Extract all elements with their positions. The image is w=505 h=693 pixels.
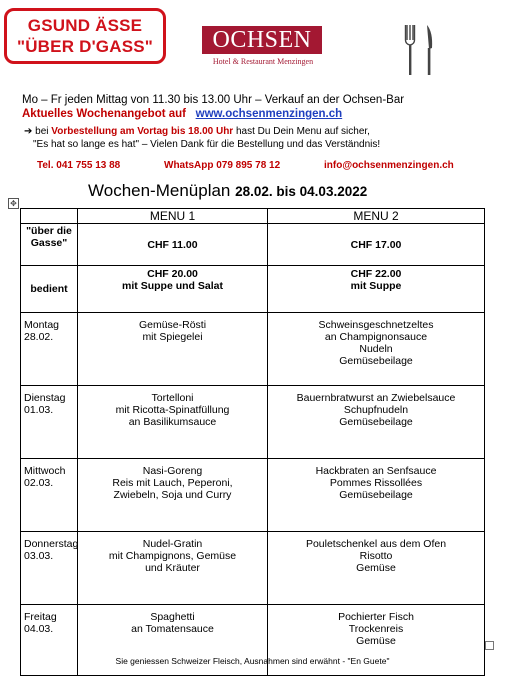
- menu-plan-title: Wochen-Menüplan 28.02. bis 04.03.2022: [88, 181, 368, 200]
- day-cell: [21, 386, 78, 459]
- arrow-right-icon: ➔: [24, 126, 33, 137]
- resize-handle[interactable]: [485, 641, 494, 650]
- phone-number: Tel. 041 755 13 88: [37, 160, 121, 171]
- menu-plan-dates: 28.02. bis 04.03.2022: [235, 184, 368, 199]
- served-price-menu-2: CHF 22.00 mit Suppe: [268, 266, 485, 313]
- dish-line: Trockenreis: [348, 623, 404, 635]
- ochsen-logo: OCHSEN: [202, 26, 322, 54]
- weekday-date: 01.03.: [24, 404, 54, 416]
- dish-line: mit Champignons, Gemüse: [108, 550, 237, 562]
- weekday-name: Montag: [24, 319, 60, 331]
- dish-line: an Champignonsauce: [324, 331, 428, 343]
- weekday-date: 02.03.: [24, 477, 54, 489]
- dish-line: mit Ricotta-Spinatfüllung: [115, 404, 230, 416]
- day-cell: [21, 313, 78, 386]
- move-handle-icon[interactable]: ✥: [8, 198, 19, 209]
- dish-line: Gemüse: [356, 562, 396, 574]
- dish-line: Zwiebeln, Soja und Curry: [113, 489, 232, 501]
- weekday-name: Mittwoch: [24, 465, 66, 477]
- table-header-row: [21, 209, 485, 224]
- dish-line: Pochierter Fisch: [338, 611, 414, 623]
- dish-line: Risotto: [359, 550, 393, 562]
- weekly-offer-line: [22, 108, 342, 120]
- menu-1-dish: [78, 386, 268, 459]
- takeaway-label: "über die Gasse": [21, 224, 78, 266]
- title-badge: [4, 8, 166, 64]
- dish-line: Gemüsebeilage: [339, 416, 413, 428]
- takeaway-price-menu-1: CHF 11.00: [78, 224, 268, 266]
- table-row: [21, 532, 485, 605]
- dish-line: Nudeln: [359, 343, 393, 355]
- dish-line: Tortelloni: [151, 392, 194, 404]
- menu-1-dish: [78, 532, 268, 605]
- footer-note: Sie geniessen Schweizer Fleisch, Ausnahmen sind erwähnt - "En Guete": [115, 656, 390, 666]
- dish-line: Schupfnudeln: [343, 404, 409, 416]
- dish-line: Pouletschenkel aus dem Ofen: [305, 538, 447, 550]
- weekday-date: 28.02.: [24, 331, 54, 343]
- takeaway-price-menu-2: CHF 17.00: [268, 224, 485, 266]
- dish-line: mit Spiegelei: [142, 331, 203, 343]
- weekly-offer-label: Aktuelles Wochenangebot auf: [22, 108, 187, 120]
- served-price-menu-1: CHF 20.00 mit Suppe und Salat: [78, 266, 268, 313]
- weekday-name: Freitag: [24, 611, 57, 623]
- menu-2-dish: [268, 386, 485, 459]
- menu-1-dish: [78, 459, 268, 532]
- preorder-note: "Es hat so lange es hat" – Vielen Dank für die Bestellung und das Verständnis!: [33, 139, 381, 150]
- dish-line: Nasi-Goreng: [142, 465, 203, 477]
- dish-line: an Basilikumsauce: [128, 416, 217, 428]
- menu-2-dish: [268, 459, 485, 532]
- table-row: [21, 386, 485, 459]
- menu-table: [20, 208, 485, 676]
- dish-line: Gemüse: [356, 635, 396, 647]
- dish-line: Gemüsebeilage: [339, 355, 413, 367]
- dish-line: Nudel-Gratin: [142, 538, 203, 550]
- website-link[interactable]: www.ochsenmenzingen.ch: [195, 108, 343, 120]
- dish-line: und Kräuter: [145, 562, 200, 574]
- dish-line: Reis mit Lauch, Peperoni,: [112, 477, 233, 489]
- table-row-takeaway: [21, 224, 485, 266]
- weekday-name: Donnerstag: [24, 538, 79, 550]
- served-label: bedient: [21, 266, 78, 313]
- dish-line: Gemüse-Rösti: [138, 319, 207, 331]
- whatsapp-number: WhatsApp 079 895 78 12: [164, 160, 281, 171]
- badge-line-1: GSUND ÄSSE: [27, 16, 143, 35]
- weekday-date: 03.03.: [24, 550, 54, 562]
- fork-knife-icon: [401, 22, 437, 78]
- badge-line-2: "ÜBER D'GASS": [16, 37, 154, 56]
- dish-line: Pommes Rissollées: [329, 477, 423, 489]
- day-cell: [21, 532, 78, 605]
- dish-line: Bauernbratwurst an Zwiebelsauce: [296, 392, 456, 404]
- dish-line: Gemüsebeilage: [339, 489, 413, 501]
- dish-line: Spaghetti: [150, 611, 195, 623]
- menu-2-header: MENU 2: [268, 209, 485, 224]
- menu-1-dish: [78, 313, 268, 386]
- menu-2-dish: [268, 313, 485, 386]
- table-row-served: [21, 266, 485, 313]
- opening-hours: Mo – Fr jeden Mittag von 11.30 bis 13.00 Uhr – Verkauf an der Ochsen-Bar: [22, 94, 405, 106]
- table-row: [21, 459, 485, 532]
- dish-line: Hackbraten an Senfsauce: [315, 465, 437, 477]
- preorder-line: ➔ bei Vorbestellung am Vortag bis 18.00 Uhr hast Du Dein Menu auf sicher,: [24, 126, 370, 137]
- day-rows: [21, 313, 485, 676]
- logo-subtitle: Hotel & Restaurant Menzingen: [212, 57, 314, 66]
- menu-2-dish: [268, 532, 485, 605]
- preorder-deadline: Vorbestellung am Vortag bis 18.00 Uhr: [51, 126, 234, 137]
- dish-line: Schweinsgeschnetzeltes: [318, 319, 434, 331]
- table-row: [21, 313, 485, 386]
- email-address[interactable]: info@ochsenmenzingen.ch: [324, 160, 454, 171]
- dish-line: an Tomatensauce: [131, 623, 214, 635]
- menu-1-header: MENU 1: [78, 209, 268, 224]
- day-cell: [21, 459, 78, 532]
- weekday-date: 04.03.: [24, 623, 54, 635]
- weekday-name: Dienstag: [24, 392, 66, 404]
